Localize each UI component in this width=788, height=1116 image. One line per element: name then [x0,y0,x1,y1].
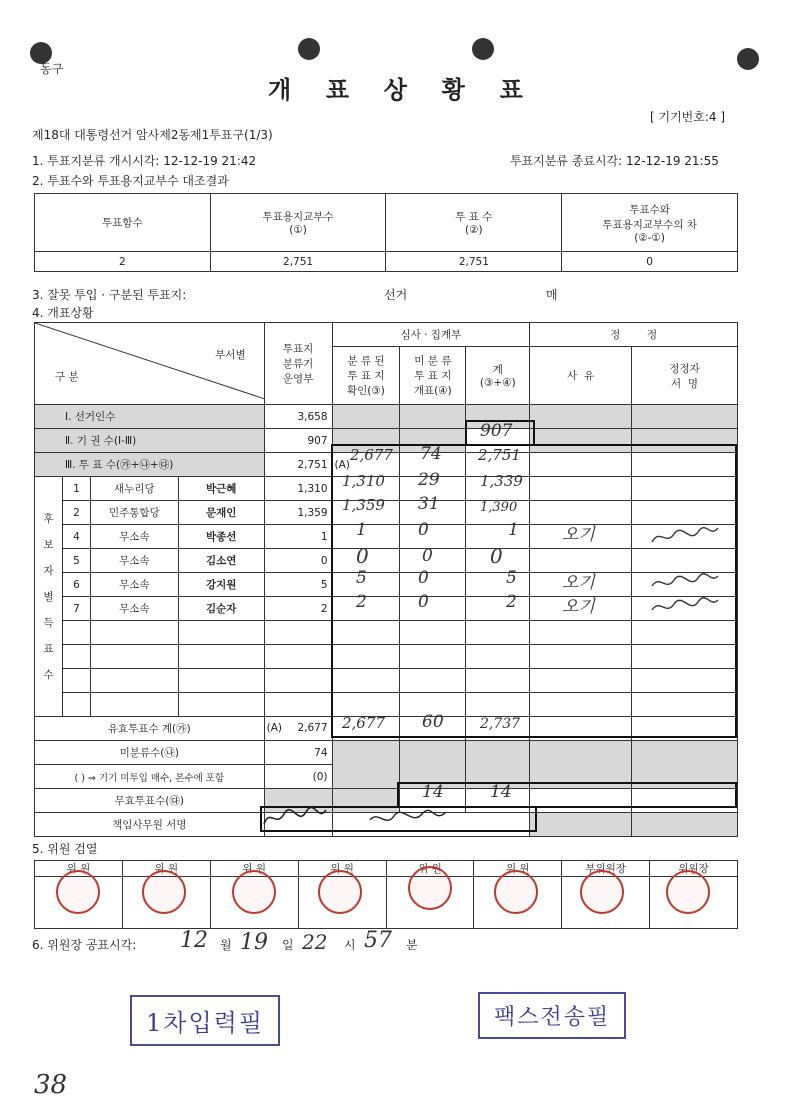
hw-c5-sum: 0 [490,544,503,568]
difference-header: 투표수와 투표용지교부수의 차 (②-①) [562,194,738,252]
hw-ii-sum: 907 [480,421,513,441]
unclassified-header: 미 분 류 투 표 지 개표(④) [400,347,466,405]
candidate-party: 새누리당 [90,477,178,501]
candidate-no: 4 [62,525,90,549]
page-number: 38 [34,1070,68,1100]
votes-value: 2,751 [386,252,562,272]
candidate-name: 박근혜 [178,477,264,501]
hw-c4-signer [650,524,720,553]
candidate-party: 무소속 [90,597,178,621]
committee-seal [666,870,710,914]
hw-c5-unclassified: 0 [422,546,433,566]
announce-minute-unit: 분 [406,938,418,952]
candidate-party: 무소속 [90,549,178,573]
role-label: 위 원 [122,861,210,877]
hw-c5-classified: 0 [356,544,369,568]
hw-c2-sum: 1,390 [480,500,518,515]
counting-table [34,322,738,837]
ballot-box-count-header: 투표함수 [35,194,211,252]
review-header: 심사 · 집계부 [332,323,530,347]
ballot-box-count-value: 2 [35,252,211,272]
candidate-machine: 5 [264,573,332,597]
sort-start-time: 1. 투표지분류 개시시각: 12-12-19 21:42 [32,154,257,168]
valid-total-label: 유효투표수 계(㉮) [35,717,265,741]
announce-hour-unit: 시 [344,938,356,952]
votes-machine: 2,751 [264,453,332,477]
reason-header: 사 유 [530,347,632,405]
election-line: 제18대 대통령선거 암사제2동제1투표구(1/3) [32,128,273,142]
candidate-party: 무소속 [90,573,178,597]
votes-header: 투 표 수 (②) [386,194,562,252]
punch-hole [298,38,320,60]
unclassified-machine: 74 [264,741,332,765]
hw-c7-classified: 2 [356,592,367,612]
committee-seal [56,870,100,914]
row-electors: Ⅰ. 선거인수 [35,405,265,429]
device-number: [ 기기번호:4 ] [650,110,726,124]
issued-header: 투표용지교부수 (①) [210,194,386,252]
role-label: 위 원 [474,861,562,877]
candidate-no: 7 [62,597,90,621]
hw-c6-unclassified: 0 [418,568,429,588]
diagonal-header [35,323,265,405]
role-label: 위 원 [298,861,386,877]
candidate-name: 강지원 [178,573,264,597]
candidate-machine: 1,359 [264,501,332,525]
hw-c4-reason: 오기 [562,525,595,545]
hw-invalid-sum: 14 [490,782,512,802]
hw-officer-sign-2 [368,806,448,835]
hw-officer-sign-1 [262,806,328,835]
announce-minute: 57 [364,928,392,953]
candidate-no: 1 [62,477,90,501]
header-gubun: 구 분 [55,371,79,383]
hw-c6-classified: 5 [356,568,367,588]
punch-hole [472,38,494,60]
unclassified-note-value: (0) [264,765,332,789]
hw-c7-unclassified: 0 [418,592,429,612]
role-label: 위 원 [386,861,474,877]
abstention-machine: 907 [264,429,332,453]
hw-c4-classified: 1 [356,520,367,540]
row-abstention: Ⅱ. 기 권 수(Ⅰ-Ⅲ) [35,429,265,453]
officer-sign-label: 책임사무원 서명 [35,813,265,837]
valid-total-machine: (A) 2,677 [264,717,332,741]
hw-c4-unclassified: 0 [418,520,429,540]
committee-seal [408,866,452,910]
sort-end-time: 투표지분류 종료시각: 12-12-19 21:55 [510,154,719,168]
issued-value: 2,751 [210,252,386,272]
hw-c2-unclassified: 31 [418,494,440,514]
difference-value: 0 [562,252,738,272]
hw-c1-sum: 1,339 [480,472,523,490]
announce-hour: 22 [302,930,328,954]
header-busu: 부서별 [215,349,246,361]
committee-seal [142,870,186,914]
unclassified-note: ( ) ⇒ 기기 미투입 매수, 본수에 포함 [35,765,265,789]
hw-c2-classified: 1,359 [342,496,385,514]
machine-header: 투표지 분류기 운영부 [264,323,332,405]
first-input-stamp: 1차입력필 [130,995,280,1046]
section5-label: 5. 위원 검열 [32,842,98,856]
hw-iii-sum: 2,751 [478,446,521,464]
candidate-name: 박종선 [178,525,264,549]
page-title: 개 표 상 황 표 [268,76,529,104]
classified-header: 분 류 된 투 표 지 확인(③) [332,347,400,405]
fax-sent-stamp: 팩스전송필 [478,992,626,1039]
row-votes: Ⅲ. 투 표 수(㉮+㉯+㉰) [35,453,265,477]
committee-seal [318,870,362,914]
announce-day: 19 [240,930,268,955]
hw-valid-sum: 2,737 [480,716,521,732]
section6-label: 6. 위원장 공표시각: [32,938,137,952]
role-label: 위 원 [35,861,123,877]
committee-seal [494,870,538,914]
signer-header: 정정자 서 명 [632,347,738,405]
section3-election: 선거 [384,288,408,302]
hw-c6-sum: 5 [506,568,517,588]
candidate-name: 문재인 [178,501,264,525]
candidate-machine: 1,310 [264,477,332,501]
invalid-label: 무효투표수(㉰) [35,789,265,813]
unclassified-label: 미분류수(㉯) [35,741,265,765]
hw-c7-signer [650,594,720,623]
candidate-machine: 0 [264,549,332,573]
section3-label: 3. 잘못 투입 · 구분된 투표지: [32,288,187,302]
hw-c7-reason: 오기 [562,597,595,617]
committee-seal [580,870,624,914]
hw-valid-classified: 2,677 [342,714,385,732]
candidate-no: 2 [62,501,90,525]
electors-machine: 3,658 [264,405,332,429]
hw-iii-c3: 2,677 [350,446,393,464]
candidate-name: 김소연 [178,549,264,573]
candidate-no: 5 [62,549,90,573]
hw-c7-sum: 2 [506,592,517,612]
candidate-no: 6 [62,573,90,597]
hw-c6-reason: 오기 [562,573,595,593]
sum-header: 계 (③+④) [466,347,530,405]
committee-seal [232,870,276,914]
committee-table [34,860,738,929]
candidate-party: 무소속 [90,525,178,549]
correction-header: 정 정 [530,323,738,347]
announce-month-unit: 월 [220,938,232,952]
votes-c3-prefix: (A) [332,453,400,477]
announce-month: 12 [180,928,208,953]
hw-valid-unclassified: 60 [422,712,444,732]
candidate-party: 민주통합당 [90,501,178,525]
hw-iii-c4: 74 [420,444,442,464]
candidate-name: 김순자 [178,597,264,621]
role-label: 부위원장 [562,861,650,877]
section4-label: 4. 개표상황 [32,306,94,320]
corner-label: 동구 [40,62,64,76]
section3-unit: 매 [546,288,558,302]
hw-c1-unclassified: 29 [418,470,440,490]
comparison-table [34,193,738,272]
punch-hole [737,48,759,70]
section2-label: 2. 투표수와 투표용지교부수 대조결과 [32,174,229,188]
role-label: 위원장 [650,861,738,877]
candidate-machine: 2 [264,597,332,621]
hw-c1-classified: 1,310 [342,472,385,490]
hw-invalid-unclassified: 14 [422,782,444,802]
candidate-machine: 1 [264,525,332,549]
announce-day-unit: 일 [282,938,294,952]
hw-c4-sum: 1 [508,520,519,540]
side-label: 후 보 자 별 득 표 수 [35,477,63,717]
role-label: 위 원 [210,861,298,877]
